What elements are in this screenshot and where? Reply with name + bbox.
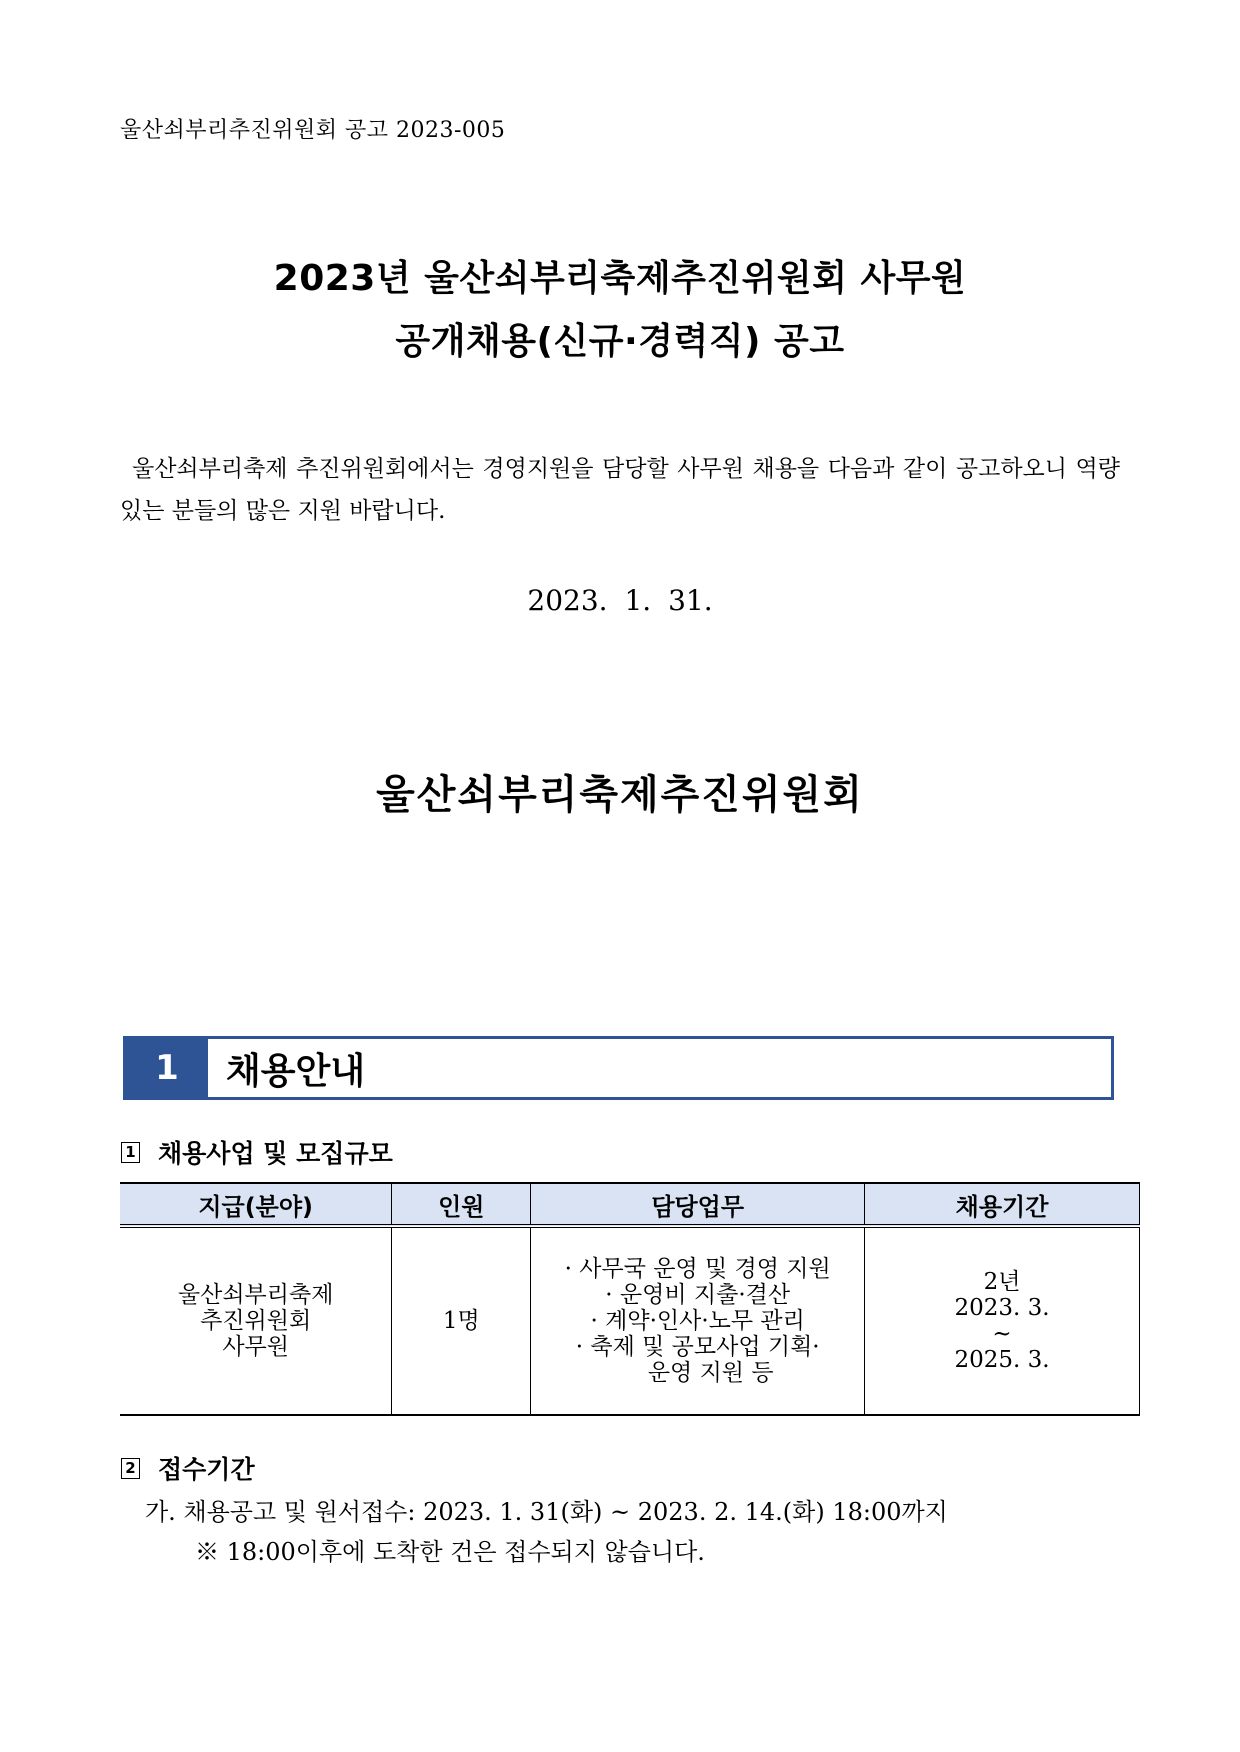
header-period: 채용기간 <box>865 1183 1140 1226</box>
subsection-recruitment <box>121 1134 393 1170</box>
cell-duties <box>531 1226 865 1415</box>
boxed-number: 2 <box>121 1458 140 1479</box>
subsection-title: 채용사업 및 모집규모 <box>158 1139 393 1168</box>
notice-date: 2023. 1. 31. <box>527 584 713 617</box>
header-field: 지급(분야) <box>120 1183 392 1226</box>
boxed-number: 1 <box>121 1142 140 1163</box>
receipt-line: 가. 채용공고 및 원서접수: 2023. 1. 31(화) ~ 2023. 2. 14.(화) 18:00까지 <box>145 1498 948 1526</box>
title-line-2: 공개채용(신규·경력직) 공고 <box>395 321 845 362</box>
subsection-title: 접수기간 <box>158 1455 255 1484</box>
section-header <box>123 1036 1114 1100</box>
table-row <box>120 1226 1140 1415</box>
organization-name: 울산쇠부리축제추진위원회 <box>376 772 864 818</box>
cell-period: 2년 2023. 3. ~ 2025. 3. <box>865 1226 1140 1415</box>
duty-item: · 계약·인사·노무 관리 <box>590 1308 805 1334</box>
receipt-note: ※ 18:00이후에 도착한 건은 접수되지 않습니다. <box>195 1538 705 1566</box>
duty-item: · 축제 및 공모사업 기획· <box>575 1334 820 1360</box>
cell-field: 울산쇠부리축제 추진위원회 사무원 <box>120 1226 392 1415</box>
recruitment-table <box>120 1182 1140 1416</box>
notice-number: 울산쇠부리추진위원회 공고 2023-005 <box>120 118 506 143</box>
cell-headcount: 1명 <box>392 1226 531 1415</box>
section-title: 채용안내 <box>208 1039 365 1097</box>
duty-item: · 사무국 운영 및 경영 지원 <box>564 1256 831 1282</box>
header-duties: 담당업무 <box>531 1183 865 1226</box>
subsection-receipt-period <box>121 1450 255 1486</box>
duty-item-continued: 운영 지원 등 <box>647 1360 774 1386</box>
title-line-1: 2023년 울산쇠부리축제추진위원회 사무원 <box>273 258 967 299</box>
header-headcount: 인원 <box>392 1183 531 1226</box>
section-number: 1 <box>126 1039 208 1097</box>
intro-paragraph: 울산쇠부리축제 추진위원회에서는 경영지원을 담당할 사무원 채용을 다음과 같이 공고하오니 역량있는 분들의 많은 지원 바랍니다. <box>120 456 1120 524</box>
duty-item: · 운영비 지출·결산 <box>605 1282 791 1308</box>
receipt-details <box>145 1492 948 1572</box>
table-header-row <box>120 1183 1140 1226</box>
